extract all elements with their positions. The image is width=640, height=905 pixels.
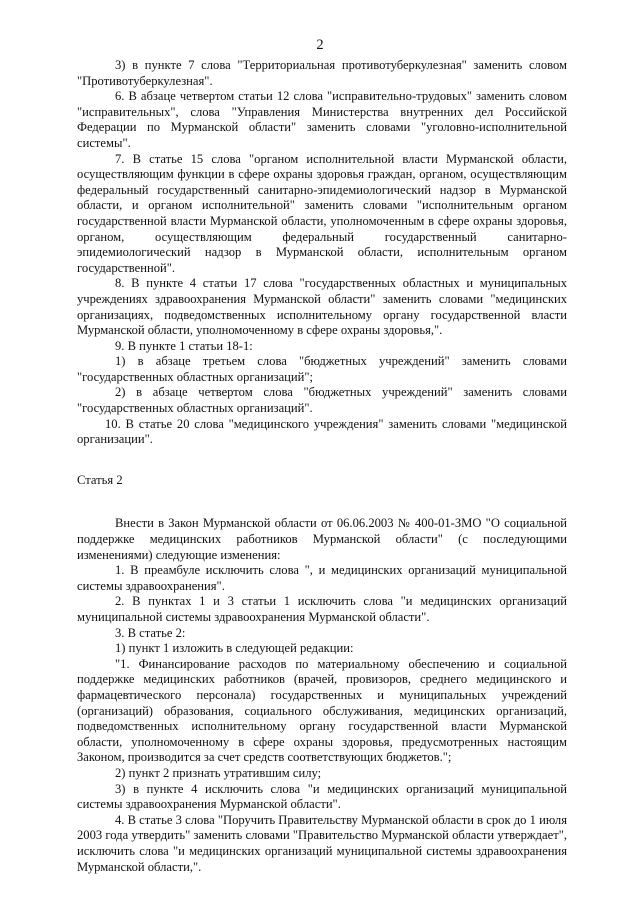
- paragraph: 8. В пункте 4 статьи 17 слова "государственных областных и муниципальных учреждениях здравоохранения Мурманской области" заменить словами "медицинских организациях, подведомственных исполнительному органу государственной власти Мурманской области, уполномоченному в сфере охраны здоровья,".: [77, 276, 567, 338]
- paragraph: 2) пункт 2 признать утратившим силу;: [115, 765, 322, 780]
- page-number: 2: [316, 37, 324, 53]
- paragraph: 1) в абзаце третьем слова "бюджетных учреждений" заменить словами "государственных областных организаций";: [77, 354, 567, 384]
- paragraph: 4. В статье 3 слова "Поручить Правительству Мурманской области в срок до 1 июля 2003 года утвердить" заменить словами "Правительство Мурманской области утверждает", исключить слова "и медицинских организаций муниципальной системы здравоохранения Мурманской области,".: [77, 812, 567, 874]
- paragraph: 3. В статье 2:: [115, 625, 186, 640]
- paragraph: 2. В пунктах 1 и 3 статьи 1 исключить слова "и медицинских организаций муниципальной системы здравоохранения Мурманской области".: [77, 594, 567, 624]
- paragraph: "1. Финансирование расходов по материальному обеспечению и социальной поддержке медицинских работников (врачей, провизоров, среднего медицинского и фармацевтического персонала) государственных и муниципальных учреждений (организаций) образования, социального обслуживания, медицинских организаций, подведомственных исполнительному органу государственной власти Мурманской области, уполномоченному в сфере охраны здоровья, предусмотренных настоящим Законом, производится за счет средств соответствующих бюджетов.";: [77, 656, 567, 765]
- paragraph: 3) в пункте 4 исключить слова "и медицинских организаций муниципальной системы здравоохранения Мурманской области".: [77, 781, 567, 812]
- paragraph: 7. В статье 15 слова "органом исполнительной власти Мурманской области, осуществляющим функции в сфере охраны здоровья граждан, органом, осуществляющим федеральный государственный санитарно-эпидемиологический надзор в Мурманской области, и органом исполнительной" заменить словами "исполнительным органом государственной власти Мурманской области, уполномоченным в сфере охраны здоровья, органом, осуществляющим федеральный государственный санитарно-эпидемиологический надзор в Мурманской области, исполнительным органом государственной".: [77, 151, 567, 275]
- paragraph: 9. В пункте 1 статьи 18-1:: [115, 338, 253, 353]
- paragraph: 1) пункт 1 изложить в следующей редакции:: [115, 641, 354, 656]
- paragraph: Внести в Закон Мурманской области от 06.06.2003 № 400-01-ЗМО "О социальной поддержке медицинских работников Мурманской области" (с последующими изменениями) следующие изменения:: [77, 516, 567, 562]
- paragraph: 2) в абзаце четвертом слова "бюджетных учреждений" заменить словами "государственных областных организаций".: [77, 385, 567, 416]
- paragraph: 6. В абзаце четвертом статьи 12 слова "исправительно-трудовых" заменить словом "исправительных", слова "Управления Министерства внутренних дел Российской Федерации по Мурманской области" заменить словами "уголовно-исполнительной системы".: [77, 89, 567, 150]
- paragraph: 10. В статье 20 слова "медицинского учреждения" заменить словами "медицинской организации".: [77, 416, 567, 447]
- paragraph: 1. В преамбуле исключить слова ", и медицинских организаций муниципальной системы здравоохранения".: [77, 563, 567, 593]
- paragraph: 3) в пункте 7 слова "Территориальная противотуберкулезная" заменить словом "Противотуберкулезная".: [77, 58, 567, 88]
- document-body: [77, 58, 567, 875]
- article-heading: Статья 2: [77, 472, 123, 487]
